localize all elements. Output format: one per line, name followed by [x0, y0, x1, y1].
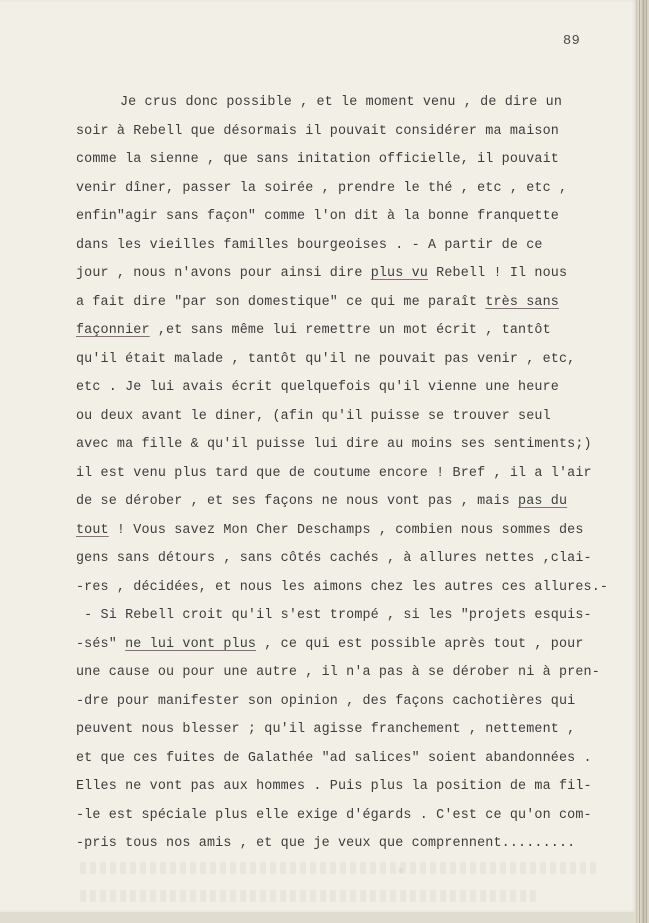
text-line	[76, 206, 616, 235]
text-segment: etc . Je lui avais écrit quelquefois qu'il vienne une heure	[76, 380, 559, 395]
page-number: 89	[563, 34, 581, 49]
bleed-through-text	[80, 890, 540, 902]
underlined-text: très sans	[485, 294, 559, 310]
text-line	[76, 263, 616, 292]
text-line	[76, 634, 616, 663]
underlined-text: façonnier	[76, 323, 150, 338]
text-line	[76, 719, 616, 748]
text-line	[76, 548, 616, 577]
text-segment: gens sans détours , sans côtés cachés , à allures nettes ,clai-	[76, 551, 592, 566]
text-segment: peuvent nous blesser ; qu'il agisse franchement , nettement ,	[76, 722, 576, 737]
text-segment: et que ces fuites de Galathée "ad salices" soient abandonnées .	[76, 750, 592, 766]
text-segment: jour , nous n'avons pour ainsi dire	[76, 266, 371, 281]
text-segment: - Si Rebell croit qu'il s'est trompé , si les "projets esquis-	[76, 608, 592, 623]
text-line	[76, 434, 616, 463]
text-segment: ou deux avant le diner, (afin qu'il puisse se trouver seul	[76, 408, 551, 424]
text-line	[76, 121, 616, 150]
text-segment: -sés"	[76, 636, 126, 652]
text-line	[76, 748, 616, 777]
text-segment: a fait dire "par son domestique" ce qui me paraît	[76, 294, 486, 310]
text-line	[76, 235, 616, 264]
text-segment: enfin"agir sans façon" comme l'on dit à la bonne franquette	[76, 209, 559, 224]
text-segment: soir à Rebell que désormais il pouvait considérer ma maison	[76, 123, 559, 139]
page-stack-edge	[636, 0, 649, 923]
text-segment: avec ma fille & qu'il puisse lui dire au moins ses sentiments;)	[76, 437, 592, 452]
text-segment: Je crus donc possible , et le moment venu , de dire un	[120, 95, 563, 110]
text-line	[76, 691, 616, 720]
text-line	[76, 178, 616, 207]
text-line	[76, 92, 616, 121]
text-line	[76, 833, 616, 862]
bleed-through-text	[80, 862, 600, 874]
text-line	[76, 662, 616, 691]
text-line	[76, 463, 616, 492]
text-line	[76, 292, 616, 321]
text-line	[76, 776, 616, 805]
ink-spot	[398, 868, 403, 873]
text-line	[76, 577, 616, 606]
text-segment: ! Vous savez Mon Cher Deschamps , combien nous sommes des	[108, 522, 584, 538]
page-bottom-edge	[0, 912, 636, 923]
text-line	[76, 149, 616, 178]
text-line	[76, 406, 616, 435]
text-segment: dans les vieilles familles bourgeoises . - A partir de ce	[76, 237, 543, 253]
text-segment: venir dîner, passer la soirée , prendre le thé , etc , etc ,	[76, 180, 568, 196]
text-line	[76, 605, 616, 634]
text-line	[76, 349, 616, 378]
text-segment: une cause ou pour une autre , il n'a pas à se dérober ni à pren-	[76, 665, 600, 680]
underlined-text: tout	[76, 522, 109, 538]
text-line	[76, 520, 616, 549]
text-segment: , ce qui est possible après tout , pour	[256, 636, 584, 652]
text-segment: ,et sans même lui remettre un mot écrit , tantôt	[149, 323, 551, 338]
letter-body	[76, 92, 616, 862]
text-line	[76, 320, 616, 349]
text-line	[76, 377, 616, 406]
text-segment: Elles ne vont pas aux hommes . Puis plus la position de ma fil-	[76, 779, 592, 794]
text-segment: -le est spéciale plus elle exige d'égards . C'est ce qu'on com-	[76, 807, 592, 823]
text-segment: -pris tous nos amis , et que je veux que comprennent.........	[76, 836, 576, 851]
text-segment: comme la sienne , que sans initation officielle, il pouvait	[76, 152, 559, 167]
text-segment: Rebell ! Il nous	[428, 266, 568, 281]
text-segment: -res , décidées, et nous les aimons chez les autres ces allures.-	[76, 579, 609, 595]
underlined-text: ne lui vont plus	[125, 636, 257, 652]
text-segment: il est venu plus tard que de coutume encore ! Bref , il a l'air	[76, 465, 592, 481]
text-line	[76, 805, 616, 834]
underlined-text: plus vu	[370, 266, 428, 281]
text-segment: -dre pour manifester son opinion , des façons cachotières qui	[76, 693, 576, 709]
underlined-text: pas du	[518, 494, 568, 509]
text-line	[76, 491, 616, 520]
text-segment: de se dérober , et ses façons ne nous vont pas , mais	[76, 494, 519, 509]
text-segment: qu'il était malade , tantôt qu'il ne pouvait pas venir , etc,	[76, 351, 576, 367]
